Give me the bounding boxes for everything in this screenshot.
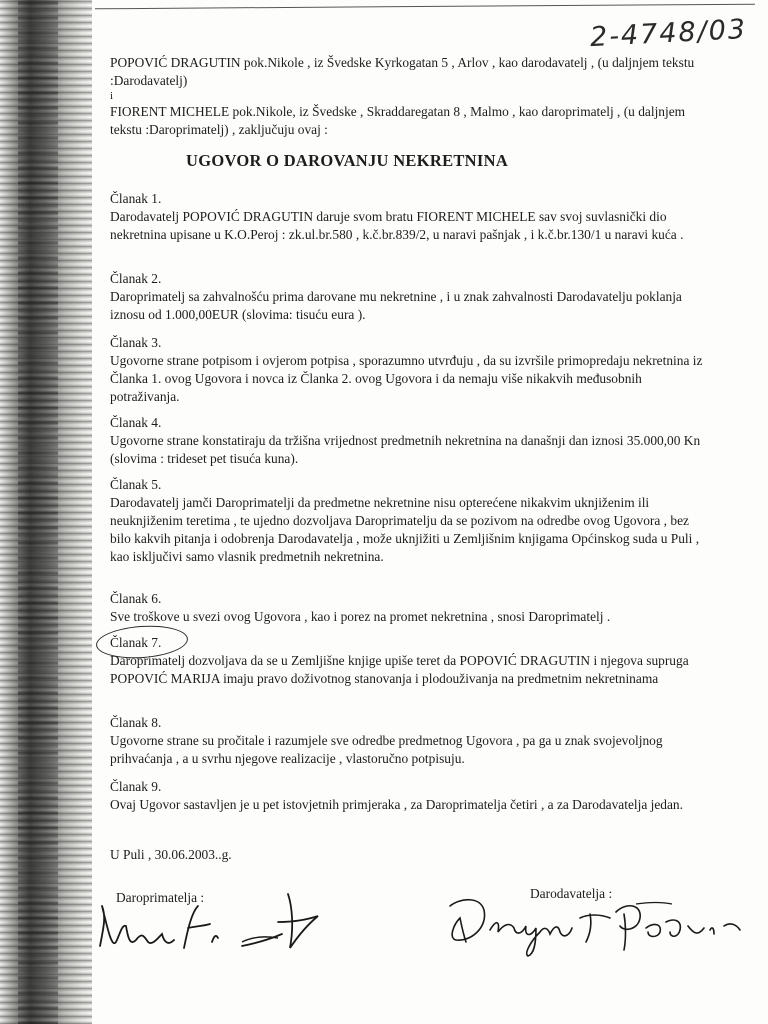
article-heading: Članak 8.: [110, 715, 162, 730]
article-heading: Članak 2.: [110, 271, 162, 286]
article-text: Ovaj Ugovor sastavljen je u pet istovjetnih primjeraka , za Daroprimatelja četiri , a za Darodavatelja jedan.: [110, 797, 683, 812]
article-text: Ugovorne strane su pročitale i razumjele sve odredbe predmetnog Ugovora , pa ga u znak svojevoljnog prihvaćanja , a u svrhu njegove realizacije , vlastoručno potpisuju.: [110, 733, 663, 766]
article-heading: Članak 3.: [110, 335, 162, 350]
article-text: Sve troškove u svezi ovog Ugovora , kao i porez na promet nekretnina , snosi Daroprimatelj .: [110, 609, 611, 624]
article-heading: Članak 1.: [110, 191, 162, 206]
article-text: Ugovorne strane konstatiraju da tržišna vrijednost predmetnih nekretnina na današnji dan iznosi 35.000,00 Kn (slovima : trideset pet tisuća kuna).: [110, 433, 701, 466]
handwritten-case-number: 2-4748/03: [589, 13, 748, 54]
article-text: Ugovorne strane potpisom i ovjerom potpisa , sporazumno utvrđuju , da su izvršile primopredaju nekretnina iz Članka 1. ovog Ugovora i novca iz Članka 2. ovog Ugovora i da nemaju više nikakvih međusobnih potraživanja.: [110, 353, 703, 404]
article-heading: Članak 5.: [110, 477, 162, 492]
right-signature-label: Darodavatelja :: [530, 886, 613, 901]
article-9: [110, 778, 710, 814]
article-7: [110, 634, 710, 688]
article-heading: Članak 6.: [110, 591, 162, 606]
left-signature: [92, 876, 342, 966]
article-heading: Članak 7.: [110, 635, 162, 650]
article-heading: Članak 9.: [110, 779, 162, 794]
article-4: [110, 414, 710, 468]
party2-text: FIORENT MICHELE pok.Nikole, iz Švedske , Skraddaregatan 8 , Malmo , kao daroprimatelj , (u daljnjem tekstu :Daroprimatelj) , zaključuju ovaj :: [110, 104, 686, 137]
party1-text: POPOVIĆ DRAGUTIN pok.Nikole , iz Švedske Kyrkogatan 5 , Arlov , kao darodavatelj , (u daljnjem tekstu :Darodavatelj): [110, 55, 695, 88]
contract-title: UGOVOR O DAROVANJU NEKRETNINA: [186, 151, 509, 170]
article-2: [110, 270, 710, 324]
article-text: Daroprimatelj dozvoljava da se u Zemljišne knjige upiše teret da POPOVIĆ DRAGUTIN i njegova supruga POPOVIĆ MARIJA imaju pravo doživotnog stanovanja i plodouživanja na predmetnim nekretninama: [110, 653, 689, 686]
article-3: [110, 334, 710, 406]
article-8: [110, 714, 710, 768]
and-text: i: [110, 90, 114, 102]
intro-block: [110, 54, 710, 139]
left-signature-label: Daroprimatelja :: [116, 890, 205, 905]
article-5: [110, 476, 710, 566]
article-heading: Članak 4.: [110, 415, 162, 430]
scan-binding-shadow: [18, 0, 58, 1024]
article-6: [110, 590, 710, 626]
contract-document: [110, 0, 710, 1024]
article-text: Daroprimatelj sa zahvalnošću prima darovane mu nekretnine , i u znak zahvalnosti Darodavatelju poklanja iznosu od 1.000,00EUR (slovima: tisuću eura ).: [110, 289, 682, 322]
right-signature: [440, 884, 760, 964]
article-text: Darodavatelj POPOVIĆ DRAGUTIN daruje svom bratu FIORENT MICHELE sav svoj suvlasnički dio nekretnina upisane u K.O.Peroj : zk.ul.br.580 , k.č.br.839/2, u naravi pašnjak , i k.č.br.130/1 u naravi kuća .: [110, 209, 684, 242]
article-1: [110, 190, 710, 244]
place-date: U Puli , 30.06.2003..g.: [110, 847, 232, 862]
article-text: Darodavatelj jamči Daroprimatelji da predmetne nekretnine nisu opterećene nikakvim uknjiženim ili neuknjiženim teretima , te ujedno dozvoljava Daroprimatelju da se pozivom na odredbe ovog Ugovora , bez bilo kakvih pitanja i odobrenja Darodavatelja , može uknjižiti u Zemljišnim knjigama Općinskog suda u Puli , kao isključivi samo vlasnik predmetnih nekretnina.: [110, 495, 700, 564]
